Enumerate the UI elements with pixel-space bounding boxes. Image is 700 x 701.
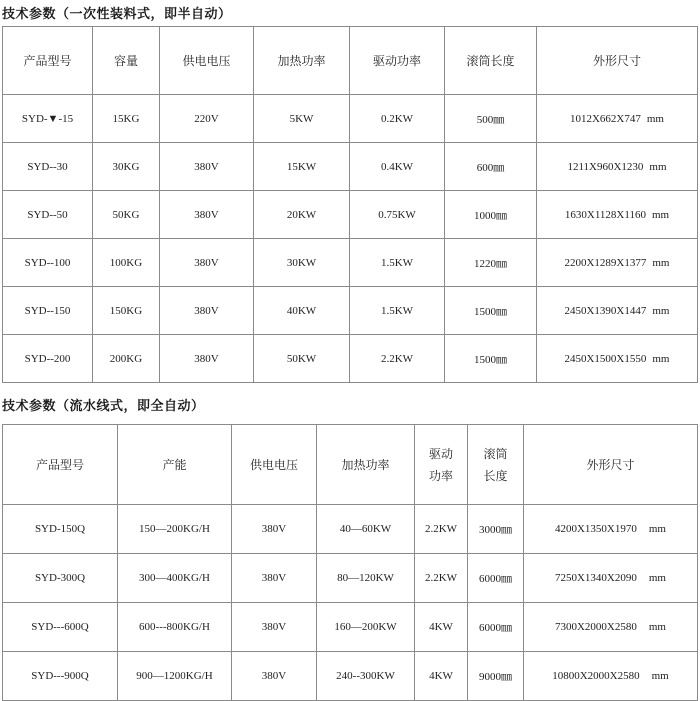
cell-capacity: 200KG [93, 335, 160, 383]
cell-dimensions [537, 239, 698, 287]
cell-capacity: 50KG [93, 191, 160, 239]
cell-drive-power: 2.2KW [415, 554, 468, 603]
header-capacity: 容量 [93, 27, 160, 95]
unit-label: mm [648, 523, 666, 535]
cell-drum-length: 600㎜ [445, 143, 537, 191]
cell-dimensions [524, 603, 698, 652]
cell-dimensions [524, 505, 698, 554]
header-drum-length-line2: 长度 [483, 468, 508, 483]
cell-heating-power: 15KW [254, 143, 350, 191]
cell-dimensions [524, 554, 698, 603]
table-row [3, 554, 698, 603]
cell-drive-power: 4KW [415, 652, 468, 701]
spec-table-semi-auto [2, 26, 698, 383]
dimensions-value: 10800X2000X2580 [552, 670, 640, 682]
cell-model: SYD--50 [3, 191, 93, 239]
cell-drive-power: 4KW [415, 603, 468, 652]
cell-model: SYD-300Q [3, 554, 118, 603]
section1-title: 技术参数（一次性装料式，即半自动） [2, 7, 232, 22]
cell-heating-power: 40—60KW [317, 505, 415, 554]
table-row [3, 335, 698, 383]
unit-label: mm [648, 572, 666, 584]
cell-dimensions [524, 652, 698, 701]
cell-output: 300—400KG/H [118, 554, 232, 603]
cell-dimensions [537, 335, 698, 383]
cell-drive-power: 0.75KW [350, 191, 445, 239]
cell-dimensions [537, 287, 698, 335]
cell-drive-power: 1.5KW [350, 287, 445, 335]
dimensions-value: 2450X1500X1550 [564, 352, 647, 365]
spec-table-full-auto [2, 424, 698, 701]
dimensions-value: 2200X1289X1377 [564, 256, 647, 269]
cell-drum-length: 6000㎜ [468, 554, 524, 603]
unit-label: mm [649, 160, 667, 173]
unit-label: mm [652, 352, 670, 365]
cell-drive-power: 0.2KW [350, 95, 445, 143]
header-dimensions: 外形尺寸 [524, 425, 698, 505]
cell-heating-power: 80—120KW [317, 554, 415, 603]
cell-heating-power: 20KW [254, 191, 350, 239]
unit-label: mm [652, 256, 670, 269]
unit-label: mm [651, 670, 669, 682]
cell-heating-power: 40KW [254, 287, 350, 335]
unit-label: mm [648, 621, 666, 633]
header-model: 产品型号 [3, 425, 118, 505]
header-heating-power: 加热功率 [317, 425, 415, 505]
cell-dimensions [537, 143, 698, 191]
cell-voltage: 380V [160, 335, 254, 383]
cell-dimensions [537, 191, 698, 239]
cell-heating-power: 5KW [254, 95, 350, 143]
cell-heating-power: 160—200KW [317, 603, 415, 652]
dimensions-value: 4200X1350X1970 [554, 523, 637, 535]
cell-drive-power: 2.2KW [350, 335, 445, 383]
table-header-row [3, 27, 698, 95]
cell-heating-power: 30KW [254, 239, 350, 287]
cell-output: 600---800KG/H [118, 603, 232, 652]
cell-drive-power: 0.4KW [350, 143, 445, 191]
table-row [3, 191, 698, 239]
cell-drum-length: 1500㎜ [445, 335, 537, 383]
cell-drum-length: 3000㎜ [468, 505, 524, 554]
dimensions-value: 1211X960X1230 [567, 160, 644, 173]
header-output: 产能 [118, 425, 232, 505]
dimensions-value: 7300X2000X2580 [554, 621, 637, 633]
cell-voltage: 380V [232, 652, 317, 701]
dimensions-value: 1012X662X747 [569, 112, 641, 125]
cell-voltage: 380V [232, 505, 317, 554]
cell-capacity: 100KG [93, 239, 160, 287]
cell-output: 900—1200KG/H [118, 652, 232, 701]
header-drum-length: 滚筒长度 [445, 27, 537, 95]
cell-drum-length: 1000㎜ [445, 191, 537, 239]
cell-drum-length: 500㎜ [445, 95, 537, 143]
section2-title: 技术参数（流水线式，即全自动） [2, 399, 205, 414]
cell-heating-power: 50KW [254, 335, 350, 383]
table-header-row [3, 425, 698, 505]
unit-label: mm [646, 112, 664, 125]
header-drive-power-line1: 驱动 [428, 446, 453, 461]
table-row [3, 95, 698, 143]
cell-drive-power: 2.2KW [415, 505, 468, 554]
cell-dimensions [537, 95, 698, 143]
cell-model: SYD---600Q [3, 603, 118, 652]
cell-model: SYD-▼-15 [3, 95, 93, 143]
unit-label: mm [651, 208, 670, 221]
dimensions-value: 7250X1340X2090 [554, 572, 637, 584]
cell-output: 150—200KG/H [118, 505, 232, 554]
table-row [3, 652, 698, 701]
header-voltage: 供电电压 [232, 425, 317, 505]
cell-drive-power: 1.5KW [350, 239, 445, 287]
cell-drum-length: 9000㎜ [468, 652, 524, 701]
header-drive-power-line2: 功率 [428, 468, 453, 483]
cell-model: SYD--150 [3, 287, 93, 335]
cell-capacity: 30KG [93, 143, 160, 191]
cell-voltage: 380V [232, 554, 317, 603]
header-drum-length-line1: 滚筒 [483, 446, 508, 461]
cell-drum-length: 6000㎜ [468, 603, 524, 652]
cell-model: SYD-150Q [3, 505, 118, 554]
cell-voltage: 380V [232, 603, 317, 652]
unit-label: mm [652, 304, 670, 317]
header-drum-length [468, 425, 524, 505]
header-drive-power [415, 425, 468, 505]
dimensions-value: 2450X1390X1447 [564, 304, 647, 317]
cell-voltage: 380V [160, 239, 254, 287]
header-voltage: 供电电压 [160, 27, 254, 95]
cell-voltage: 380V [160, 287, 254, 335]
cell-drum-length: 1500㎜ [445, 287, 537, 335]
table-row [3, 603, 698, 652]
table-row [3, 143, 698, 191]
cell-heating-power: 240--300KW [317, 652, 415, 701]
cell-voltage: 220V [160, 95, 254, 143]
header-dimensions: 外形尺寸 [537, 27, 698, 95]
cell-capacity: 15KG [93, 95, 160, 143]
header-model: 产品型号 [3, 27, 93, 95]
cell-model: SYD--100 [3, 239, 93, 287]
table-row [3, 287, 698, 335]
cell-drum-length: 1220㎜ [445, 239, 537, 287]
cell-capacity: 150KG [93, 287, 160, 335]
cell-voltage: 380V [160, 191, 254, 239]
dimensions-value: 1630X1128X1160 [564, 208, 646, 221]
header-heating-power: 加热功率 [254, 27, 350, 95]
cell-model: SYD--30 [3, 143, 93, 191]
table-row [3, 239, 698, 287]
header-drive-power: 驱动功率 [350, 27, 445, 95]
cell-voltage: 380V [160, 143, 254, 191]
cell-model: SYD--200 [3, 335, 93, 383]
table-row [3, 505, 698, 554]
cell-model: SYD---900Q [3, 652, 118, 701]
